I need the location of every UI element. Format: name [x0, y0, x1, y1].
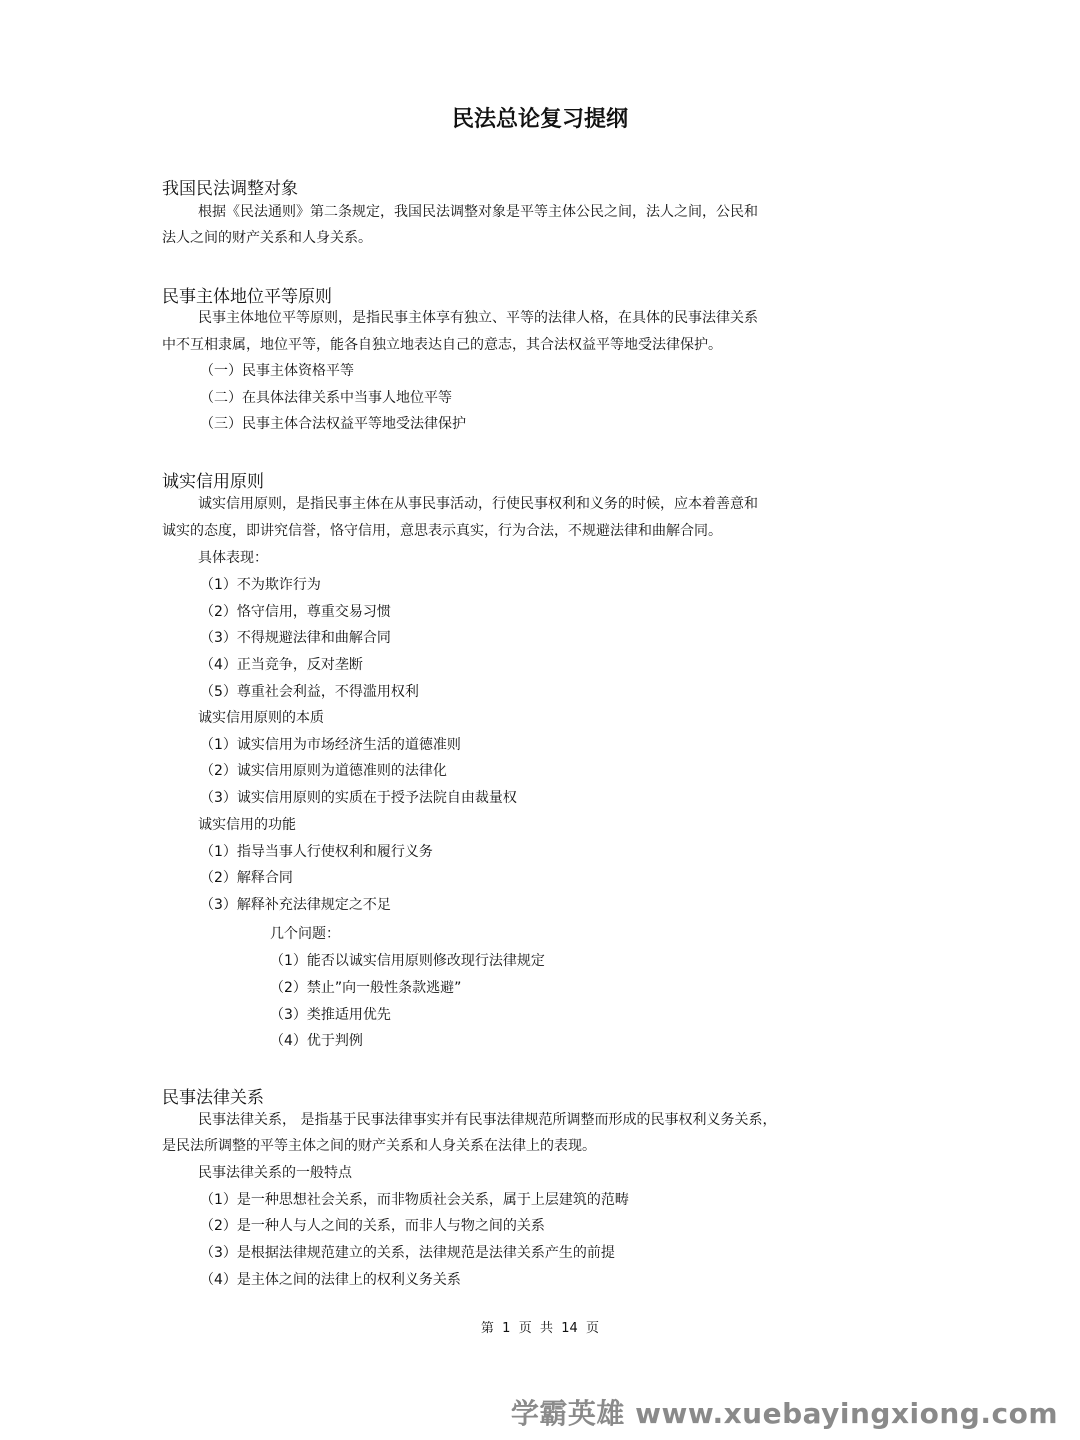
paragraph-line: 诚实信用原则，是指民事主体在从事民事活动，行使民事权利和义务的时候，应本着善意和 — [198, 496, 758, 512]
list-item: （1）不为欺诈行为 — [200, 577, 321, 593]
section-heading: 我国民法调整对象 — [162, 179, 298, 199]
list-item: （一）民事主体资格平等 — [200, 363, 354, 379]
paragraph-line: 民事主体地位平等原则，是指民事主体享有独立、平等的法律人格，在具体的民事法律关系 — [198, 310, 758, 326]
list-item: （三）民事主体合法权益平等地受法律保护 — [200, 416, 466, 432]
watermark-text: 学霸英雄 www.xuebayingxiong.com — [510, 1397, 1058, 1430]
list-item: （2）解释合同 — [200, 870, 293, 886]
list-item: （2）恪守信用，尊重交易习惯 — [200, 604, 391, 620]
paragraph-line: 中不互相隶属，地位平等，能各自独立地表达自己的意志，其合法权益平等地受法律保护。 — [162, 337, 722, 353]
paragraph-line: 法人之间的财产关系和人身关系。 — [162, 230, 372, 246]
subheading: 民事法律关系的一般特点 — [198, 1165, 352, 1181]
list-item: （4）是主体之间的法律上的权利义务关系 — [200, 1272, 461, 1288]
list-item: （1）能否以诚实信用原则修改现行法律规定 — [270, 953, 545, 969]
list-item: （3）是根据法律规范建立的关系，法律规范是法律关系产生的前提 — [200, 1245, 615, 1261]
list-item: （2）禁止”向一般性条款逃避” — [270, 980, 462, 996]
paragraph-line: 诚实的态度，即讲究信誉，恪守信用，意思表示真实，行为合法，不规避法律和曲解合同。 — [162, 523, 722, 539]
subheading: 诚实信用的功能 — [198, 817, 296, 833]
list-item: （1）是一种思想社会关系，而非物质社会关系，属于上层建筑的范畴 — [200, 1192, 629, 1208]
paragraph-line: 是民法所调整的平等主体之间的财产关系和人身关系在法律上的表现。 — [162, 1138, 596, 1154]
list-item: （4）正当竞争，反对垄断 — [200, 657, 363, 673]
subheading: 几个问题： — [270, 926, 340, 942]
section-heading: 民事法律关系 — [162, 1088, 264, 1108]
page-title: 民法总论复习提纲 — [451, 107, 628, 132]
list-item: （3）诚实信用原则的实质在于授予法院自由裁量权 — [200, 790, 517, 806]
list-item: （2）是一种人与人之间的关系，而非人与物之间的关系 — [200, 1218, 545, 1234]
paragraph-line: 根据《民法通则》第二条规定，我国民法调整对象是平等主体公民之间，法人之间，公民和 — [198, 204, 758, 220]
list-item: （4）优于判例 — [270, 1033, 363, 1049]
paragraph-line: 民事法律关系， 是指基于民事法律事实并有民事法律规范所调整而形成的民事权利义务关系， — [198, 1112, 777, 1128]
list-item: （二）在具体法律关系中当事人地位平等 — [200, 390, 452, 406]
list-item: （5）尊重社会利益，不得滥用权利 — [200, 684, 419, 700]
list-item: （3）类推适用优先 — [270, 1007, 391, 1023]
section-heading: 诚实信用原则 — [162, 472, 264, 492]
section-heading: 民事主体地位平等原则 — [162, 287, 332, 307]
list-item: （2）诚实信用原则为道德准则的法律化 — [200, 763, 447, 779]
list-item: （3）不得规避法律和曲解合同 — [200, 630, 391, 646]
page-footer: 第 1 页 共 14 页 — [480, 1321, 600, 1336]
list-item: （1）诚实信用为市场经济生活的道德准则 — [200, 737, 461, 753]
list-item: （1）指导当事人行使权利和履行义务 — [200, 844, 433, 860]
subheading: 诚实信用原则的本质 — [198, 710, 324, 726]
subheading: 具体表现： — [198, 550, 268, 566]
list-item: （3）解释补充法律规定之不足 — [200, 897, 391, 913]
